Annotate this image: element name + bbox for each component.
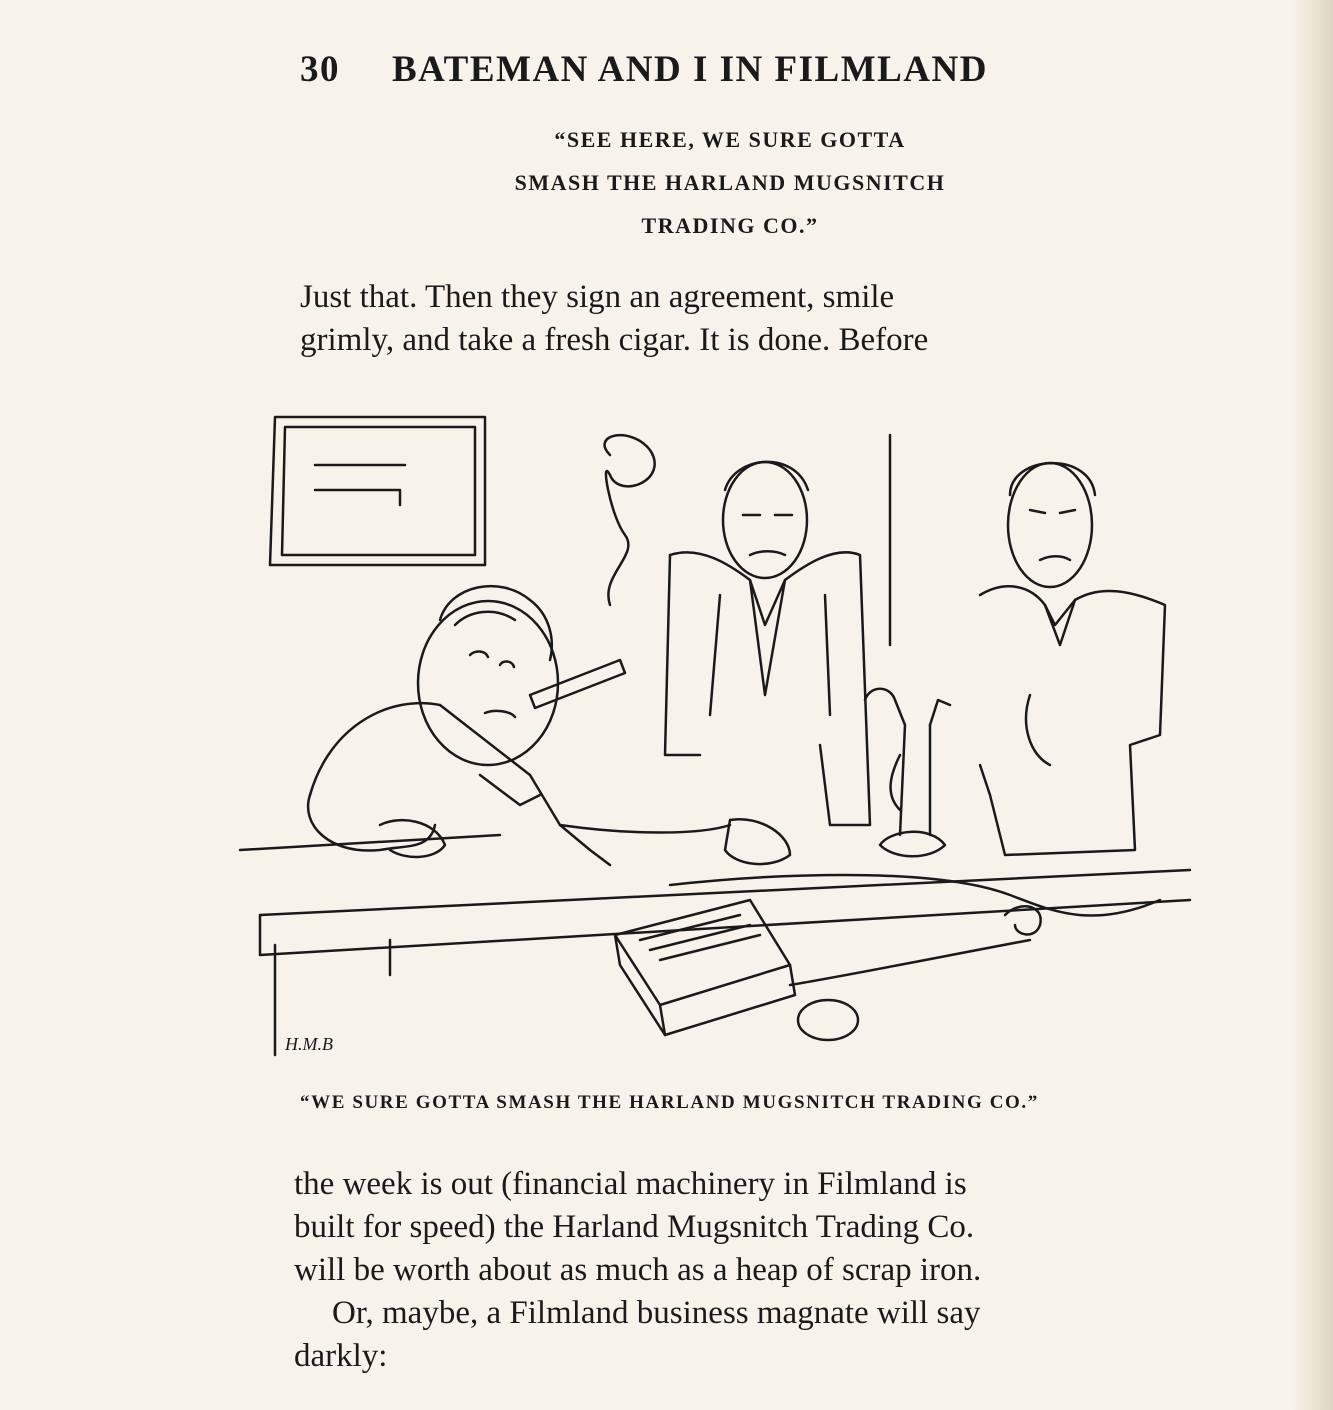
paragraph-2 xyxy=(294,1163,1154,1292)
candlestick-telephone xyxy=(865,689,950,857)
page-number: 30 xyxy=(300,49,340,90)
text-line: Or, maybe, a Filmland business magnate will say xyxy=(332,1295,981,1331)
standing-man-center xyxy=(665,462,870,825)
text-line: will be worth about as much as a heap of scrap iron. xyxy=(294,1252,982,1288)
running-title: BATEMAN AND I IN FILMLAND xyxy=(392,49,988,90)
text-line: built for speed) the Harland Mugsnitch Trading Co. xyxy=(294,1209,975,1245)
rolled-scroll xyxy=(670,875,1160,1040)
text-line: grimly, and take a fresh cigar. It is done. Before xyxy=(300,322,929,358)
top-caption-line: TRADING CO.” xyxy=(641,213,819,238)
text-line: the week is out (financial machinery in Filmland is xyxy=(294,1166,967,1202)
text-line: Just that. Then they sign an agreement, smile xyxy=(300,279,895,315)
top-caption xyxy=(370,118,1090,247)
paragraph-3 xyxy=(294,1292,1154,1378)
page-edge-shadow xyxy=(1293,0,1333,1410)
top-caption-line: SMASH THE HARLAND MUGSNITCH xyxy=(514,170,946,195)
cigar xyxy=(530,660,625,708)
top-caption-line: “SEE HERE, WE SURE GOTTA xyxy=(554,127,906,152)
text-line: darkly: xyxy=(294,1338,388,1374)
wall-picture xyxy=(270,417,485,565)
artist-signature: H.M.B xyxy=(285,1034,333,1054)
standing-man-right xyxy=(980,463,1165,855)
page-header xyxy=(300,48,1080,98)
cartoon-illustration xyxy=(230,395,1220,1075)
paragraph-1 xyxy=(300,276,1160,362)
illustration-caption: “WE SURE GOTTA SMASH THE HARLAND MUGSNITCH TRADING CO.” xyxy=(300,1092,1039,1113)
cigar-box xyxy=(615,900,795,1035)
smoke-curl xyxy=(605,435,655,605)
